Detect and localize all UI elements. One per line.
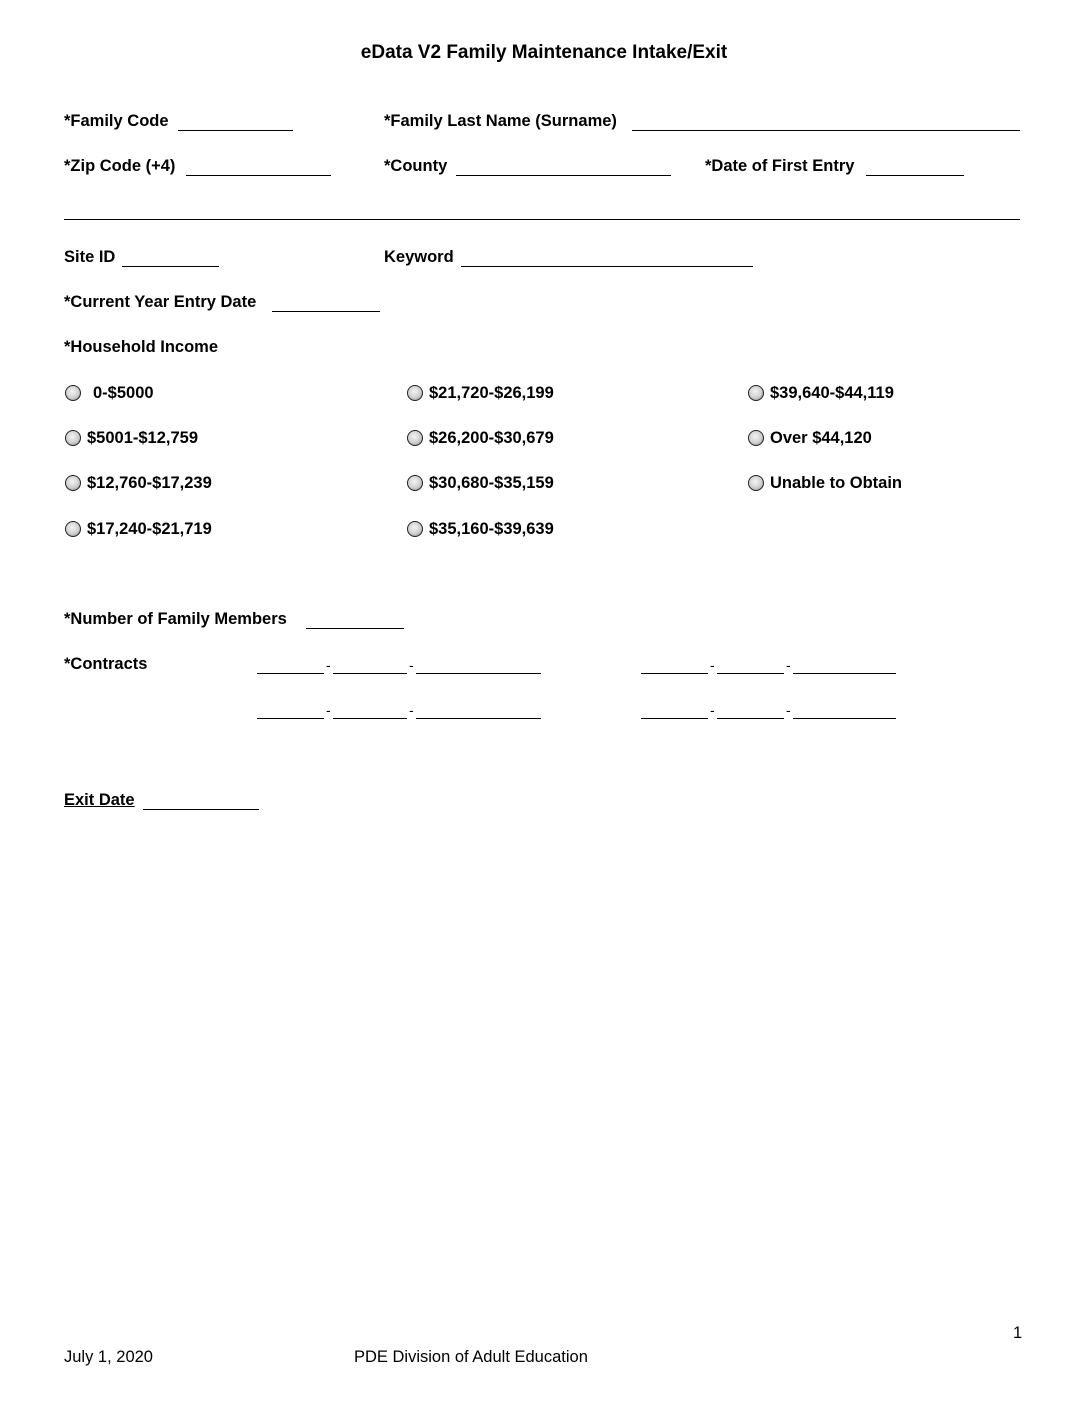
contract-1b-part3[interactable] [793,673,896,674]
footer-organization: PDE Division of Adult Education [354,1348,588,1366]
zip-code-field[interactable] [186,175,331,176]
page-title: eData V2 Family Maintenance Intake/Exit [360,42,728,63]
family-last-name-field[interactable] [632,130,1020,131]
income-radio-1[interactable] [65,430,81,446]
income-option-4-label: $21,720-$26,199 [429,384,554,402]
income-radio-4[interactable] [407,385,423,401]
date-first-entry-field[interactable] [866,175,964,176]
income-radio-2[interactable] [65,475,81,491]
contract-1a-part2[interactable] [333,673,407,674]
income-radio-0[interactable] [65,385,81,401]
keyword-label: Keyword [384,248,454,266]
contract-1a-part1[interactable] [257,673,324,674]
site-id-label: Site ID [64,248,116,266]
income-option-2-label: $12,760-$17,239 [87,474,212,492]
contracts-label: *Contracts [64,655,148,673]
footer-date: July 1, 2020 [64,1348,153,1366]
contract-2a-part3[interactable] [416,718,541,719]
contract-separator: - [786,657,791,673]
keyword-field[interactable] [461,266,753,267]
exit-date-label [64,791,135,810]
page-number: 1 [1013,1324,1023,1342]
income-option-9-label: Over $44,120 [770,429,872,447]
section-divider [64,219,1020,220]
household-income-label: *Household Income [64,338,219,356]
current-year-entry-date-field[interactable] [272,311,380,312]
income-radio-10[interactable] [748,475,764,491]
family-code-label: *Family Code [64,112,169,130]
contract-1a-part3[interactable] [416,673,541,674]
income-option-0-label: 0-$5000 [93,384,154,402]
income-option-3-label: $17,240-$21,719 [87,520,212,538]
family-code-field[interactable] [178,130,293,131]
contract-separator: - [409,702,414,718]
date-first-entry-label: *Date of First Entry [705,157,855,175]
family-last-name-label: *Family Last Name (Surname) [384,112,617,130]
income-option-6-label: $30,680-$35,159 [429,474,554,492]
number-family-members-label: *Number of Family Members [64,610,287,628]
contract-1b-part2[interactable] [717,673,784,674]
exit-date-field[interactable] [143,809,259,810]
exit-date-label-text: Exit Date [64,791,135,809]
county-label: *County [384,157,448,175]
contract-separator: - [409,657,414,673]
contract-separator: - [326,702,331,718]
income-radio-9[interactable] [748,430,764,446]
income-radio-7[interactable] [407,521,423,537]
income-radio-6[interactable] [407,475,423,491]
income-radio-8[interactable] [748,385,764,401]
contract-2b-part3[interactable] [793,718,896,719]
income-option-1-label: $5001-$12,759 [87,429,199,447]
contract-separator: - [710,657,715,673]
income-radio-3[interactable] [65,521,81,537]
contract-separator: - [326,657,331,673]
contract-2a-part2[interactable] [333,718,407,719]
site-id-field[interactable] [122,266,219,267]
contract-2a-part1[interactable] [257,718,324,719]
income-radio-5[interactable] [407,430,423,446]
county-field[interactable] [456,175,671,176]
income-option-8-label: $39,640-$44,119 [770,384,894,402]
income-option-5-label: $26,200-$30,679 [429,429,554,447]
number-family-members-field[interactable] [306,628,404,629]
contract-2b-part2[interactable] [717,718,784,719]
contract-separator: - [710,702,715,718]
contract-2b-part1[interactable] [641,718,708,719]
income-option-7-label: $35,160-$39,639 [429,520,554,538]
income-option-10-label: Unable to Obtain [770,474,902,492]
contract-1b-part1[interactable] [641,673,708,674]
current-year-entry-date-label: *Current Year Entry Date [64,293,257,311]
zip-code-label: *Zip Code (+4) [64,157,176,175]
contract-separator: - [786,702,791,718]
